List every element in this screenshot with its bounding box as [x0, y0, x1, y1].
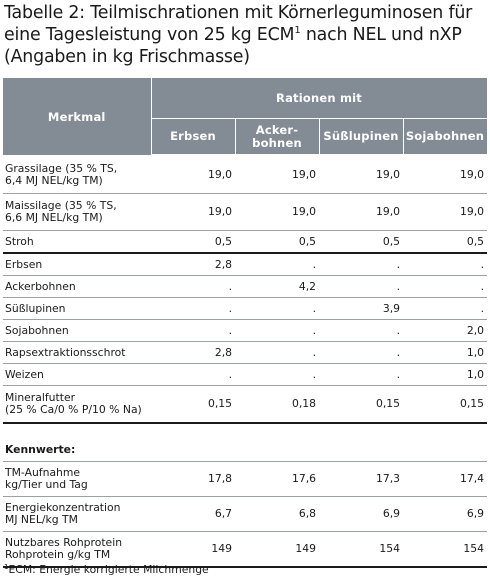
cell-value: 4,2: [235, 276, 319, 298]
table-row: [3, 386, 487, 424]
cell-value: 19,0: [151, 156, 235, 194]
cell-value: 19,0: [403, 194, 487, 231]
table-title: [4, 2, 488, 68]
table-row: [3, 156, 487, 194]
cell-value: .: [151, 364, 235, 386]
row-label: Weizen: [3, 364, 151, 386]
row-label: Stroh: [3, 231, 151, 254]
table-row: [3, 320, 487, 342]
table-row: [3, 342, 487, 364]
kennwerte-heading-row: [3, 423, 487, 462]
title-line-2-text: eine Tagesleistung von 25 kg ECM: [4, 25, 295, 45]
cell-value: .: [319, 276, 403, 298]
row-label: TM-Aufnahme kg/Tier und Tag: [3, 462, 151, 497]
cell-value: 0,5: [151, 231, 235, 254]
table-row: [3, 231, 487, 254]
cell-value: .: [235, 342, 319, 364]
table-row: [3, 364, 487, 386]
header-feed-ackerbohnen: Acker- bohnen: [235, 119, 319, 156]
row-label: Ackerbohnen: [3, 276, 151, 298]
cell-value: 19,0: [151, 194, 235, 231]
cell-value: .: [151, 320, 235, 342]
cell-value: 154: [403, 532, 487, 568]
cell-value: 19,0: [403, 156, 487, 194]
cell-value: 6,7: [151, 497, 235, 532]
cell-value: .: [235, 320, 319, 342]
cell-value: 2,8: [151, 342, 235, 364]
cell-value: 0,5: [403, 231, 487, 254]
cell-value: .: [319, 320, 403, 342]
cell-value: 17,6: [235, 462, 319, 497]
row-label: Sojabohnen: [3, 320, 151, 342]
cell-value: 19,0: [319, 194, 403, 231]
row-label: Mineralfutter (25 % Ca/0 % P/10 % Na): [3, 386, 151, 424]
cell-value: .: [235, 364, 319, 386]
cell-value: 149: [151, 532, 235, 568]
cell-value: 0,18: [235, 386, 319, 424]
cell-value: 3,9: [319, 298, 403, 320]
footnote: [4, 563, 209, 576]
cell-value: 17,3: [319, 462, 403, 497]
row-label: Maissilage (35 % TS, 6,6 MJ NEL/kg TM): [3, 194, 151, 231]
cell-value: 6,9: [403, 497, 487, 532]
cell-value: 0,5: [319, 231, 403, 254]
header-feed-suesslupinen: Süßlupinen: [319, 119, 403, 156]
cell-value: 0,15: [403, 386, 487, 424]
cell-value: .: [403, 253, 487, 276]
header-merkmal: Merkmal: [3, 78, 151, 156]
cell-value: 19,0: [319, 156, 403, 194]
title-line-2-tail: nach NEL und nXP: [300, 25, 462, 45]
cell-value: 2,8: [151, 253, 235, 276]
footnote-text: ECM: Energie korrigierte Milchmenge: [8, 563, 209, 576]
table-row: [3, 532, 487, 568]
kennwerte-heading: Kennwerte:: [3, 423, 487, 462]
row-label: Energiekonzentration MJ NEL/kg TM: [3, 497, 151, 532]
header-feed-erbsen: Erbsen: [151, 119, 235, 156]
table-row: [3, 462, 487, 497]
title-line-3: (Angaben in kg Frischmasse): [4, 47, 250, 67]
row-label: Rapsextraktionsschrot: [3, 342, 151, 364]
title-line-1: Tabelle 2: Teilmischrationen mit Körnerleguminosen für: [4, 3, 473, 23]
cell-value: 6,9: [319, 497, 403, 532]
cell-value: .: [319, 364, 403, 386]
cell-value: 154: [319, 532, 403, 568]
cell-value: 19,0: [235, 194, 319, 231]
cell-value: 17,8: [151, 462, 235, 497]
cell-value: .: [235, 298, 319, 320]
table-row: [3, 194, 487, 231]
table-row: [3, 497, 487, 532]
cell-value: 6,8: [235, 497, 319, 532]
rations-table: [3, 77, 488, 568]
footnote-marker: 1: [294, 25, 301, 36]
table-row: [3, 253, 487, 276]
cell-value: 149: [235, 532, 319, 568]
header-feed-sojabohnen: Sojabohnen: [403, 119, 487, 156]
cell-value: .: [235, 253, 319, 276]
cell-value: 0,15: [319, 386, 403, 424]
cell-value: .: [319, 253, 403, 276]
cell-value: .: [151, 276, 235, 298]
footnote-number: 1: [4, 563, 9, 571]
cell-value: 19,0: [235, 156, 319, 194]
row-label: Grassilage (35 % TS, 6,4 MJ NEL/kg TM): [3, 156, 151, 194]
cell-value: .: [403, 298, 487, 320]
table-row: [3, 276, 487, 298]
cell-value: 0,5: [235, 231, 319, 254]
cell-value: 1,0: [403, 342, 487, 364]
cell-value: 1,0: [403, 364, 487, 386]
cell-value: .: [319, 342, 403, 364]
cell-value: 2,0: [403, 320, 487, 342]
cell-value: 0,15: [151, 386, 235, 424]
table-row: [3, 298, 487, 320]
cell-value: .: [403, 276, 487, 298]
header-rationen: Rationen mit: [151, 78, 487, 119]
cell-value: 17,4: [403, 462, 487, 497]
title-line-2: [4, 24, 488, 46]
row-label: Süßlupinen: [3, 298, 151, 320]
cell-value: .: [151, 298, 235, 320]
row-label: Erbsen: [3, 253, 151, 276]
row-label: Nutzbares Rohprotein Rohprotein g/kg TM: [3, 532, 151, 568]
